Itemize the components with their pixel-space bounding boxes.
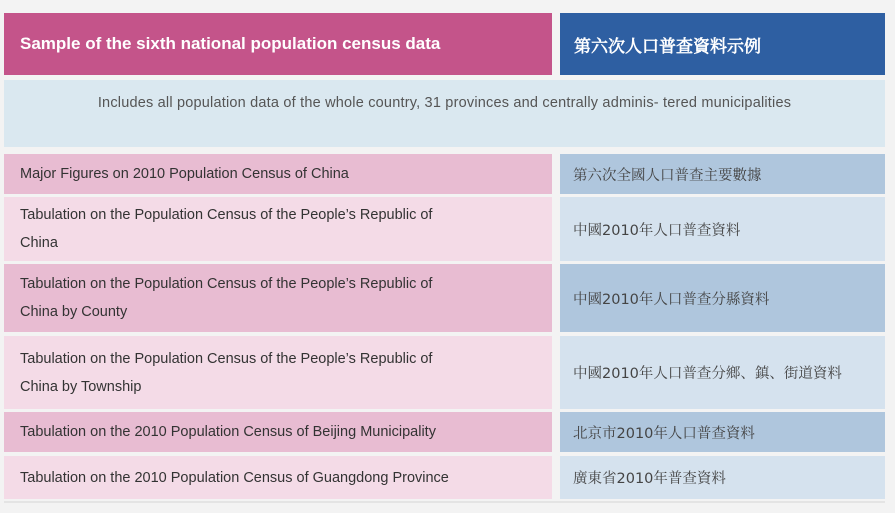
english-cell-text: Tabulation on the Population Census of the People’s Republic of China by Township bbox=[20, 350, 433, 395]
chinese-cell bbox=[560, 154, 885, 194]
description-text: Includes all population data of the whole country, 31 provinces and centrally adminis- tered municipalities bbox=[97, 95, 792, 111]
english-cell-text: Tabulation on the Population Census of the People’s Republic of China bbox=[20, 207, 433, 251]
chinese-cell bbox=[560, 412, 885, 452]
english-cell bbox=[4, 264, 552, 332]
english-cell bbox=[4, 336, 552, 409]
chinese-cell bbox=[560, 264, 885, 332]
table-row bbox=[4, 336, 885, 409]
english-header-title: Sample of the sixth national population census data bbox=[20, 34, 441, 53]
table-row bbox=[4, 154, 885, 194]
english-cell bbox=[4, 412, 552, 452]
chinese-cell-text: 廣東省2010年普查資料 bbox=[573, 471, 726, 487]
english-cell bbox=[4, 197, 552, 261]
english-cell-text: Major Figures on 2010 Population Census of China bbox=[20, 166, 349, 182]
chinese-header-title: 第六次人口普查資料示例 bbox=[574, 36, 761, 57]
chinese-cell-text: 中國2010年人口普查分鄉、鎮、街道資料 bbox=[573, 366, 842, 382]
chinese-cell bbox=[560, 456, 885, 499]
chinese-cell-text: 第六次全國人口普查主要數據 bbox=[573, 167, 762, 184]
chinese-cell-text: 北京市2010年人口普查資料 bbox=[573, 425, 755, 442]
description-banner bbox=[4, 80, 885, 147]
chinese-cell bbox=[560, 197, 885, 261]
table-row bbox=[4, 264, 885, 332]
chinese-cell-text: 中國2010年人口普查分縣資料 bbox=[573, 291, 770, 308]
english-cell-text: Tabulation on the 2010 Population Census of Guangdong Province bbox=[20, 469, 449, 486]
english-cell-text: Tabulation on the Population Census of the People’s Republic of China by County bbox=[20, 276, 433, 320]
table-row bbox=[4, 197, 885, 261]
english-header bbox=[4, 13, 552, 75]
chinese-cell-text: 中國2010年人口普查資料 bbox=[573, 222, 741, 239]
bottom-divider bbox=[4, 501, 885, 503]
table-row bbox=[4, 412, 885, 452]
english-cell bbox=[4, 154, 552, 194]
chinese-cell bbox=[560, 336, 885, 409]
english-cell bbox=[4, 456, 552, 499]
english-cell-text: Tabulation on the 2010 Population Census of Beijing Municipality bbox=[20, 424, 436, 440]
table-row bbox=[4, 456, 885, 499]
chinese-header bbox=[560, 13, 885, 75]
